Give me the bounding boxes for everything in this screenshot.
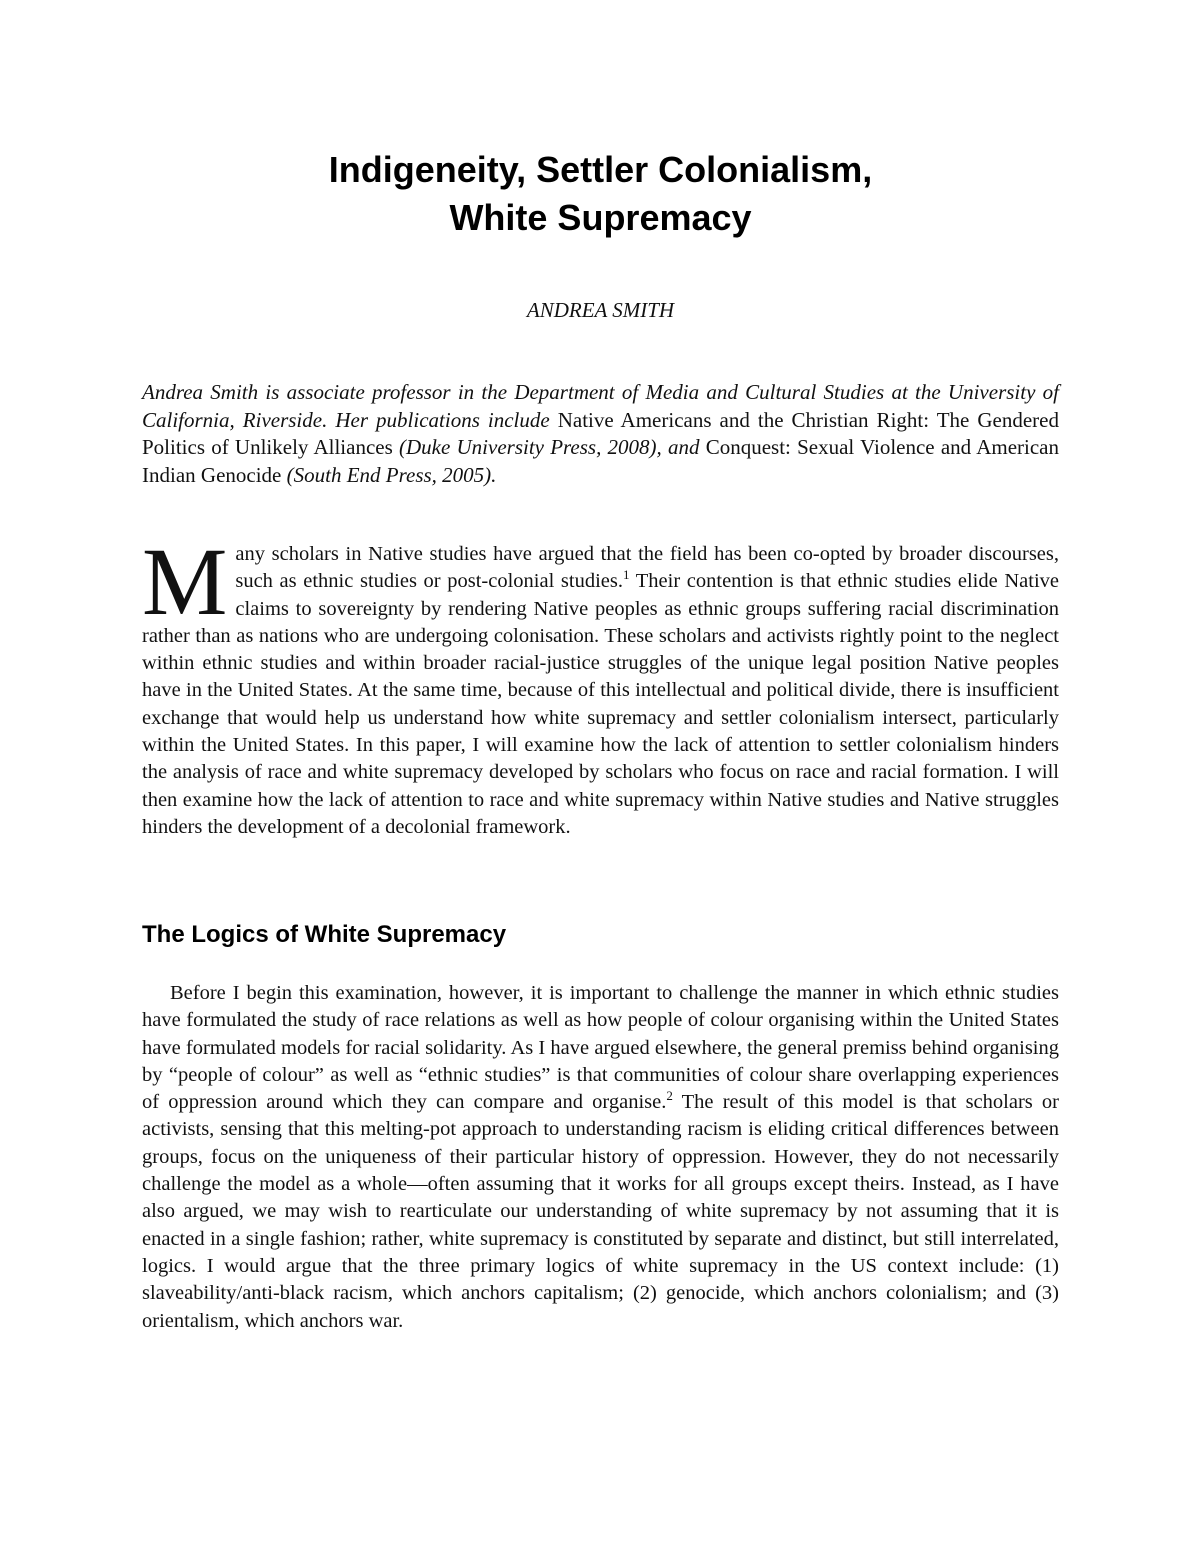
section-text-b: The result of this model is that scholars or activists, sensing that this melting-pot approach to understanding racism is eliding critical differences between groups, focus on the uniqueness of their particular history of oppression. However, they do not necessarily challenge the model as a whole—often assuming that it works for all groups except theirs. Instead, as I have also argued, we may wish to rearticulate our understanding of white supremacy by not assuming that it is enacted in a single fashion; rather, white supremacy is constituted by separate and distinct, but still interrelated, logics. I would argue that the three primary logics of white supremacy in the US context include: (1) slaveability/anti-black racism, which anchors capitalism; (2) genocide, which anchors colonialism; and (3) orientalism, which anchors war. bbox=[142, 1091, 1059, 1332]
title-line-2: White Supremacy bbox=[449, 197, 752, 238]
intro-text-a: any scholars in Native studies have argued that the field has been co-opted by broader discourses, such as ethnic studies or post-colonial studies. bbox=[235, 543, 1059, 593]
section-heading: The Logics of White Supremacy bbox=[142, 921, 507, 948]
article-title bbox=[142, 146, 1059, 242]
intro-paragraph bbox=[142, 528, 1059, 841]
footnote-ref-2[interactable]: 2 bbox=[666, 1088, 673, 1104]
bio-text-2: (Duke University Press, 2008), and bbox=[392, 435, 706, 459]
footnote-ref-1[interactable]: 1 bbox=[623, 567, 630, 583]
bio-book-1: Native Americans and the Christian Right: The Gendered Politics of Unlikely Alliances bbox=[142, 407, 1059, 459]
section-paragraph bbox=[142, 980, 1059, 1335]
bio-text-3: (South End Press, 2005). bbox=[281, 462, 497, 487]
bio-book-2: Conquest: Sexual Violence and American Indian Genocide bbox=[142, 435, 1060, 487]
section-text-a: Before I begin this examination, however, it is important to challenge the manner in which ethnic studies have formulated the study of race relations as well as how people of colour organising within the United States have formulated models for racial solidarity. As I have argued elsewhere, the general premiss behind organising by “people of colour” as well as “ethnic studies” is that communities of colour share overlapping experiences of oppression around which they can compare and organise. bbox=[142, 982, 1059, 1114]
intro-text-b: Their contention is that ethnic studies elide Native claims to sovereignty by rendering Native peoples as ethnic groups suffering racial discrimination rather than as nations who are undergoing colonisation. These scholars and activists rightly point to the neglect within ethnic studies and within broader racial-justice struggles of the unique legal position Native peoples have in the United States. At the same time, because of this intellectual and political divide, there is insufficient exchange that would help us understand how white supremacy and settler colonialism intersect, particularly within the United States. In this paper, I will examine how the lack of attention to settler colonialism hinders the analysis of race and white supremacy developed by scholars who focus on race and racial formation. I will then examine how the lack of attention to race and white supremacy within Native studies and Native struggles hinders the development of a decolonial framework. bbox=[142, 570, 1059, 838]
author-name: ANDREA SMITH bbox=[526, 298, 675, 322]
author-bio bbox=[142, 379, 1059, 489]
drop-cap: M bbox=[142, 528, 228, 635]
bio-text-1: Andrea Smith is associate professor in the Department of Media and Cultural Studies at the University of California, Riverside. Her publications include bbox=[142, 380, 1059, 432]
title-line-1: Indigeneity, Settler Colonialism, bbox=[328, 149, 873, 190]
